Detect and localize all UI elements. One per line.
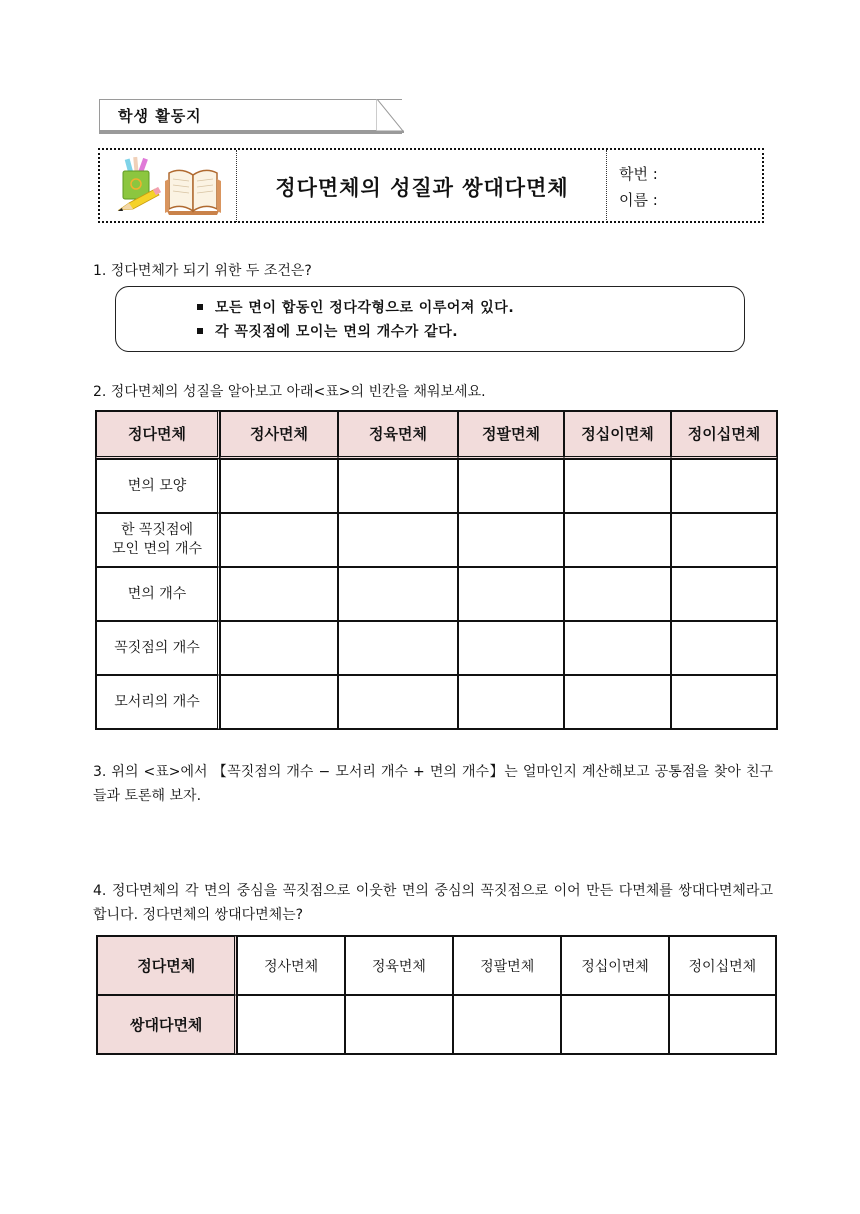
answer-cell[interactable] bbox=[669, 995, 776, 1054]
student-name-label: 이름 : bbox=[619, 191, 658, 209]
answer-cell[interactable] bbox=[564, 567, 671, 621]
question-2: 2. 정다면체의 성질을 알아보고 아래<표>의 빈칸을 채워보세요. bbox=[93, 384, 486, 400]
header-cell: 정육면체 bbox=[338, 411, 458, 459]
condition-text: 각 꼭짓점에 모이는 면의 개수가 같다. bbox=[215, 324, 459, 340]
row-label: 모서리의 개수 bbox=[96, 675, 220, 729]
header-cell: 정팔면체 bbox=[458, 411, 564, 459]
answer-cell[interactable] bbox=[671, 621, 777, 675]
condition-item bbox=[197, 297, 514, 317]
answer-cell[interactable] bbox=[564, 675, 671, 729]
polyhedra-properties-table bbox=[95, 410, 778, 730]
answer-cell[interactable] bbox=[338, 513, 458, 567]
square-bullet-icon bbox=[197, 328, 203, 334]
answer-cell[interactable] bbox=[564, 513, 671, 567]
header-cell: 정다면체 bbox=[96, 411, 220, 459]
student-id-label: 학번 : bbox=[619, 165, 658, 183]
row-label-line: 모인 면의 개수 bbox=[111, 541, 203, 557]
worksheet-tag bbox=[99, 99, 402, 131]
polyhedron-cell: 정육면체 bbox=[345, 936, 453, 995]
answer-cell[interactable] bbox=[338, 567, 458, 621]
square-bullet-icon bbox=[197, 304, 203, 310]
worksheet-tag-label: 학생 활동지 bbox=[118, 107, 202, 125]
row-label bbox=[96, 513, 220, 567]
tag-folded-corner bbox=[376, 99, 404, 133]
table-row bbox=[97, 936, 776, 995]
table-header-row bbox=[96, 411, 777, 459]
pencil-cup-and-book-icon bbox=[115, 155, 225, 217]
question-3: 3. 위의 <표>에서 【꼭짓점의 개수 − 모서리 개수 + 면의 개수】는 얼마인지 계산해보고 공통점을 찾아 친구들과 토론해 보자. bbox=[93, 764, 773, 804]
answer-cell[interactable] bbox=[220, 675, 338, 729]
question-4: 4. 정다면체의 각 면의 중심을 꼭짓점으로 이웃한 면의 중심의 꼭짓점으로 이어 만든 다면체를 쌍대다면체라고 합니다. 정다면체의 쌍대다면체는? bbox=[93, 883, 773, 923]
answer-cell[interactable] bbox=[458, 621, 564, 675]
polyhedron-cell: 정이십면체 bbox=[669, 936, 776, 995]
page-title: 정다면체의 성질과 쌍대다면체 bbox=[275, 176, 569, 200]
answer-cell[interactable] bbox=[564, 621, 671, 675]
row-label: 면의 모양 bbox=[96, 459, 220, 513]
answer-cell[interactable] bbox=[671, 459, 777, 513]
answer-cell[interactable] bbox=[671, 513, 777, 567]
answer-cell[interactable] bbox=[345, 995, 453, 1054]
answer-cell[interactable] bbox=[338, 621, 458, 675]
answer-cell[interactable] bbox=[671, 675, 777, 729]
answer-cell[interactable] bbox=[458, 459, 564, 513]
answer-cell[interactable] bbox=[458, 675, 564, 729]
answer-cell[interactable] bbox=[453, 995, 561, 1054]
answer-cell[interactable] bbox=[564, 459, 671, 513]
table-row bbox=[96, 513, 777, 567]
question-1: 1. 정다면체가 되기 위한 두 조건은? bbox=[93, 263, 312, 279]
answer-cell[interactable] bbox=[220, 567, 338, 621]
row-header: 정다면체 bbox=[97, 936, 237, 995]
answer-cell[interactable] bbox=[237, 995, 344, 1054]
answer-cell[interactable] bbox=[671, 567, 777, 621]
table-row bbox=[96, 459, 777, 513]
answer-cell[interactable] bbox=[561, 995, 668, 1054]
table-row bbox=[97, 995, 776, 1054]
row-label: 꼭짓점의 개수 bbox=[96, 621, 220, 675]
answer-cell[interactable] bbox=[220, 459, 338, 513]
answer-cell[interactable] bbox=[338, 675, 458, 729]
answer-cell[interactable] bbox=[338, 459, 458, 513]
answer-cell[interactable] bbox=[458, 567, 564, 621]
row-label: 면의 개수 bbox=[96, 567, 220, 621]
condition-text: 모든 면이 합동인 정다각형으로 이루어져 있다. bbox=[215, 300, 515, 316]
table-row bbox=[96, 567, 777, 621]
polyhedron-cell: 정사면체 bbox=[237, 936, 344, 995]
conditions-box bbox=[115, 286, 745, 352]
table-row bbox=[96, 621, 777, 675]
condition-item bbox=[197, 321, 458, 341]
answer-cell[interactable] bbox=[458, 513, 564, 567]
header-cell: 정이십면체 bbox=[671, 411, 777, 459]
header-cell: 정십이면체 bbox=[564, 411, 671, 459]
polyhedron-cell: 정십이면체 bbox=[561, 936, 668, 995]
dual-polyhedra-table bbox=[96, 935, 777, 1055]
table-row bbox=[96, 675, 777, 729]
polyhedron-cell: 정팔면체 bbox=[453, 936, 561, 995]
header-cell: 정사면체 bbox=[220, 411, 338, 459]
row-header: 쌍대다면체 bbox=[97, 995, 237, 1054]
row-label-line: 한 꼭짓점에 bbox=[120, 522, 194, 538]
answer-cell[interactable] bbox=[220, 621, 338, 675]
answer-cell[interactable] bbox=[220, 513, 338, 567]
